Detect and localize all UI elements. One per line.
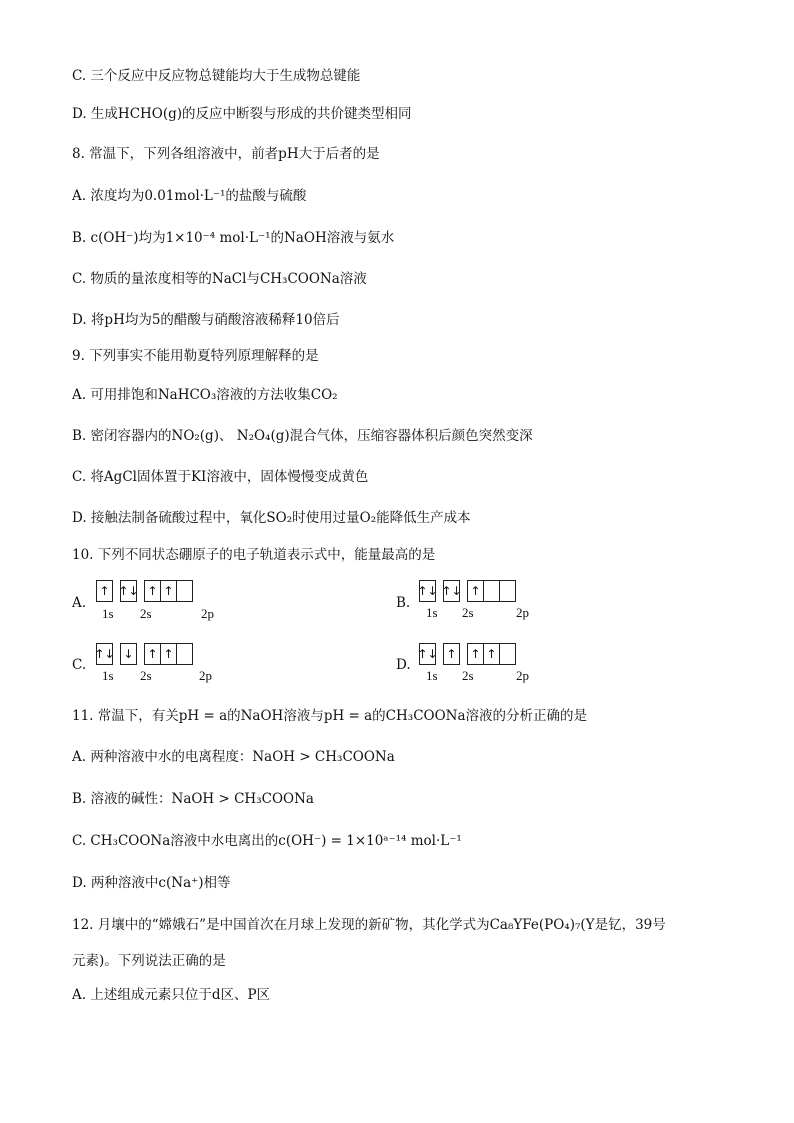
orbital-letter: B. bbox=[396, 595, 411, 611]
question-10: 10. 下列不同状态硼原子的电子轨道表示式中，能量最高的是 bbox=[72, 547, 436, 563]
q11-option-d: D. 两种溶液中c(Na⁺)相等 bbox=[72, 875, 231, 891]
question-8: 8. 常温下，下列各组溶液中，前者pH大于后者的是 bbox=[72, 146, 380, 162]
orbital-box bbox=[499, 580, 516, 602]
q9-option-c: C. 将AgCl固体置于KI溶液中，固体慢慢变成黄色 bbox=[72, 469, 369, 485]
orbital-box bbox=[176, 643, 193, 665]
orbital-box: ↑ bbox=[467, 580, 484, 602]
q9-option-a: A. 可用排饱和NaHCO₃溶液的方法收集CO₂ bbox=[72, 387, 338, 403]
q9-option-b: B. 密闭容器内的NO₂(g)、 N₂O₄(g)混合气体，压缩容器体积后颜色突然变深 bbox=[72, 428, 533, 444]
orbital-label: 2p bbox=[516, 668, 529, 683]
question-11: 11. 常温下，有关pH = a的NaOH溶液与pH = a的CH₃COONa溶液的分析正确的是 bbox=[72, 708, 588, 724]
line-c-bond-energy: C. 三个反应中反应物总键能均大于生成物总键能 bbox=[72, 68, 361, 84]
orbital-letter: A. bbox=[72, 595, 87, 611]
question-12-cont: 元素)。下列说法正确的是 bbox=[72, 953, 226, 969]
question-12: 12. 月壤中的“嫦娥石”是中国首次在月球上发现的新矿物，其化学式为Ca₈YFe(PO₄)₇(Y是钇，39号 bbox=[72, 917, 666, 933]
question-9: 9. 下列事实不能用勒夏特列原理解释的是 bbox=[72, 348, 319, 364]
orbital-label: 1s bbox=[426, 668, 438, 683]
orbital-letter: C. bbox=[72, 657, 87, 673]
orbital-label: 2s bbox=[140, 668, 152, 683]
orbital-label: 2p bbox=[201, 606, 214, 621]
q11-option-c: C. CH₃COONa溶液中水电离出的c(OH⁻) = 1×10ᵃ⁻¹⁴ mol·L⁻¹ bbox=[72, 833, 462, 849]
orbital-box: ↑↓ bbox=[443, 580, 460, 602]
orbital-label: 1s bbox=[426, 605, 438, 620]
q8-option-c: C. 物质的量浓度相等的NaCl与CH₃COONa溶液 bbox=[72, 271, 367, 287]
orbital-box: ↑↓ bbox=[96, 643, 113, 665]
orbital-label: 2s bbox=[462, 668, 474, 683]
orbital-box: ↑ bbox=[483, 643, 500, 665]
orbital-box bbox=[483, 580, 500, 602]
orbital-letter: D. bbox=[396, 657, 411, 673]
orbital-label: 1s bbox=[102, 668, 114, 683]
orbital-box: ↑ bbox=[443, 643, 460, 665]
orbital-box: ↑↓ bbox=[120, 580, 137, 602]
line-d-hcho: D. 生成HCHO(g)的反应中断裂与形成的共价键类型相同 bbox=[72, 106, 412, 122]
q8-option-d: D. 将pH均为5的醋酸与硝酸溶液稀释10倍后 bbox=[72, 312, 340, 328]
q12-option-a: A. 上述组成元素只位于d区、P区 bbox=[72, 987, 271, 1003]
orbital-box: ↑ bbox=[96, 580, 113, 602]
orbital-box bbox=[176, 580, 193, 602]
q11-option-b: B. 溶液的碱性：NaOH > CH₃COONa bbox=[72, 791, 314, 807]
orbital-box: ↑ bbox=[160, 580, 177, 602]
q11-option-a: A. 两种溶液中水的电离程度：NaOH > CH₃COONa bbox=[72, 749, 395, 765]
orbital-label: 2s bbox=[140, 606, 152, 621]
orbital-box: ↓ bbox=[120, 643, 137, 665]
orbital-label: 2s bbox=[462, 605, 474, 620]
orbital-box: ↑ bbox=[160, 643, 177, 665]
orbital-label: 2p bbox=[199, 668, 212, 683]
orbital-box: ↑↓ bbox=[419, 643, 436, 665]
q8-option-a: A. 浓度均为0.01mol·L⁻¹的盐酸与硫酸 bbox=[72, 188, 307, 204]
q9-option-d: D. 接触法制备硫酸过程中，氧化SO₂时使用过量O₂能降低生产成本 bbox=[72, 510, 471, 526]
orbital-box: ↑ bbox=[467, 643, 484, 665]
orbital-box: ↑ bbox=[144, 580, 161, 602]
orbital-box bbox=[499, 643, 516, 665]
orbital-box: ↑↓ bbox=[419, 580, 436, 602]
q8-option-b: B. c(OH⁻)均为1×10⁻⁴ mol·L⁻¹的NaOH溶液与氨水 bbox=[72, 230, 395, 246]
orbital-label: 1s bbox=[102, 606, 114, 621]
orbital-box: ↑ bbox=[144, 643, 161, 665]
orbital-label: 2p bbox=[516, 605, 529, 620]
